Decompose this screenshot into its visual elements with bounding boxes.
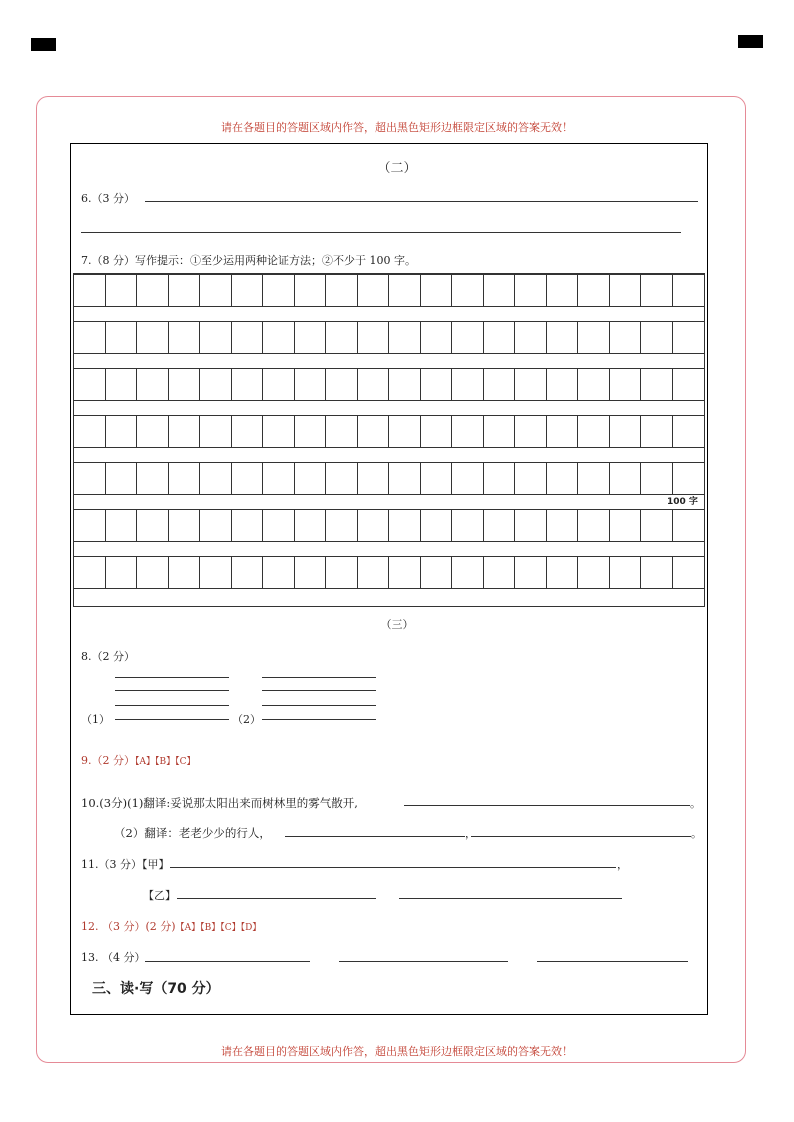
grid-cell[interactable] [641, 416, 673, 447]
grid-cell[interactable] [484, 416, 516, 447]
grid-cell[interactable] [74, 416, 106, 447]
grid-cell[interactable] [610, 510, 642, 541]
grid-cell[interactable] [169, 463, 201, 494]
grid-cell[interactable] [515, 322, 547, 353]
grid-cell[interactable] [610, 463, 642, 494]
grid-cell[interactable] [358, 557, 390, 588]
grid-cell[interactable] [547, 463, 579, 494]
grid-cell[interactable] [389, 275, 421, 306]
grid-cell[interactable] [673, 275, 705, 306]
q12-label [81, 918, 261, 934]
grid-cell[interactable] [137, 557, 169, 588]
grid-cell[interactable] [295, 322, 327, 353]
grid-cell[interactable] [673, 416, 705, 447]
grid-cell[interactable] [452, 463, 484, 494]
grid-cell[interactable] [484, 275, 516, 306]
grid-cell[interactable] [421, 463, 453, 494]
grid-cell[interactable] [200, 322, 232, 353]
grid-cell[interactable] [232, 557, 264, 588]
grid-cell[interactable] [169, 369, 201, 400]
q12-sub: (2 分) [145, 920, 176, 933]
grid-cell[interactable] [389, 416, 421, 447]
q11-jia-answer-line[interactable] [170, 867, 616, 868]
q6-answer-line-2[interactable] [81, 232, 681, 233]
grid-cell[interactable] [641, 322, 673, 353]
q8-2-line-d[interactable] [262, 719, 376, 720]
corner-marker-left [31, 38, 56, 51]
grid-cell[interactable] [421, 322, 453, 353]
grid-cell[interactable] [641, 275, 673, 306]
grid-cell[interactable] [326, 275, 358, 306]
grid-row [74, 462, 704, 495]
grid-cell[interactable] [200, 369, 232, 400]
q10-line2-label: （2）翻译：老老少少的行人， [114, 826, 271, 840]
grid-cell[interactable] [578, 369, 610, 400]
header-warning: 请在各题目的答题区域内作答，超出黑色矩形边框限定区域的答案无效！ [221, 121, 573, 134]
grid-row [74, 556, 704, 589]
grid-cell[interactable] [452, 557, 484, 588]
q8-1-line-b[interactable] [115, 690, 229, 691]
grid-cell[interactable] [295, 369, 327, 400]
grid-cell[interactable] [326, 463, 358, 494]
grid-cell[interactable] [106, 275, 138, 306]
section-two-title: （二） [377, 161, 417, 176]
q8-1-line-c[interactable] [115, 705, 229, 706]
grid-cell[interactable] [515, 557, 547, 588]
q13-answer-line-3[interactable] [537, 961, 688, 962]
grid-row [74, 368, 704, 401]
grid-cell[interactable] [515, 510, 547, 541]
grid-cell[interactable] [610, 557, 642, 588]
grid-cell[interactable] [106, 416, 138, 447]
grid-cell[interactable] [106, 510, 138, 541]
grid-cell[interactable] [326, 510, 358, 541]
grid-cell[interactable] [137, 416, 169, 447]
q9-options[interactable]: 【A】【B】【C】 [135, 757, 196, 767]
q9-score: 9.（2 分） [81, 754, 135, 767]
grid-cell[interactable] [263, 369, 295, 400]
grid-cell[interactable] [421, 416, 453, 447]
q8-2-line-c[interactable] [262, 705, 376, 706]
grid-cell[interactable] [421, 557, 453, 588]
grid-cell[interactable] [610, 322, 642, 353]
grid-cell[interactable] [263, 510, 295, 541]
grid-cell[interactable] [484, 322, 516, 353]
grid-cell[interactable] [326, 416, 358, 447]
grid-cell[interactable] [263, 275, 295, 306]
q10-line1-end: 。 [690, 797, 701, 810]
grid-cell[interactable] [169, 275, 201, 306]
grid-cell[interactable] [169, 510, 201, 541]
q6-label: 6.（3 分） [81, 192, 135, 205]
q8-part2-label: （2） [232, 713, 261, 726]
q10-2-answer-line-b[interactable] [471, 836, 691, 837]
section-three-title: （三） [380, 618, 414, 631]
grid-cell[interactable] [358, 416, 390, 447]
grid-cell[interactable] [295, 557, 327, 588]
grid-cell[interactable] [578, 416, 610, 447]
grid-cell[interactable] [137, 510, 169, 541]
q6-answer-line-1[interactable] [145, 201, 698, 202]
grid-cell[interactable] [263, 416, 295, 447]
grid-cell[interactable] [200, 510, 232, 541]
grid-cell[interactable] [452, 322, 484, 353]
grid-cell[interactable] [389, 463, 421, 494]
grid-cell[interactable] [106, 322, 138, 353]
grid-cell[interactable] [484, 557, 516, 588]
grid-cell[interactable] [326, 369, 358, 400]
q8-label: 8.（2 分） [81, 650, 135, 663]
q7-label: 7.（8 分）写作提示：①至少运用两种论证方法；②不少于 100 字。 [81, 254, 416, 267]
grid-cell[interactable] [452, 510, 484, 541]
grid-cell[interactable] [515, 463, 547, 494]
grid-cell[interactable] [200, 275, 232, 306]
grid-cell[interactable] [74, 557, 106, 588]
q11-comma: ， [617, 858, 628, 871]
grid-cell[interactable] [578, 463, 610, 494]
grid-cell[interactable] [389, 557, 421, 588]
q13-answer-line-1[interactable] [145, 961, 310, 962]
grid-cell[interactable] [578, 322, 610, 353]
grid-cell[interactable] [610, 369, 642, 400]
q10-2-answer-line-a[interactable] [285, 836, 465, 837]
grid-cell[interactable] [484, 510, 516, 541]
q12-score: 12. （3 分） [81, 920, 146, 933]
grid-cell[interactable] [295, 463, 327, 494]
grid-cell[interactable] [137, 275, 169, 306]
grid-cell[interactable] [421, 275, 453, 306]
q11-yi-answer-line-b[interactable] [399, 898, 622, 899]
grid-row [74, 274, 704, 307]
grid-cell[interactable] [673, 510, 705, 541]
grid-cell[interactable] [452, 275, 484, 306]
q11-label: 11.（3 分）【甲】 [81, 858, 170, 871]
grid-cell[interactable] [137, 369, 169, 400]
q13-label: 13. （4 分） [81, 951, 146, 964]
grid-cell[interactable] [232, 416, 264, 447]
grid-cell[interactable] [263, 557, 295, 588]
grid-cell[interactable] [200, 557, 232, 588]
grid-cell[interactable] [578, 557, 610, 588]
grid-cell[interactable] [106, 369, 138, 400]
grid-cell[interactable] [452, 369, 484, 400]
q11-yi-answer-line-a[interactable] [177, 898, 376, 899]
q8-1-line-d[interactable] [115, 719, 229, 720]
grid-cell[interactable] [74, 510, 106, 541]
grid-row [74, 321, 704, 354]
grid-cell[interactable] [358, 275, 390, 306]
grid-cell[interactable] [358, 463, 390, 494]
grid-cell[interactable] [389, 510, 421, 541]
grid-cell[interactable] [547, 322, 579, 353]
q7-100-char-marker: 100 字 [667, 497, 698, 507]
grid-cell[interactable] [358, 322, 390, 353]
grid-cell[interactable] [106, 557, 138, 588]
grid-cell[interactable] [547, 275, 579, 306]
grid-cell[interactable] [232, 369, 264, 400]
grid-cell[interactable] [137, 463, 169, 494]
grid-cell[interactable] [610, 275, 642, 306]
q10-line1-label: 10.(3分)(1)翻译:妥说那太阳出来而树林里的雾气散开, [81, 796, 358, 810]
grid-cell[interactable] [169, 557, 201, 588]
grid-cell[interactable] [232, 322, 264, 353]
grid-cell[interactable] [547, 510, 579, 541]
grid-cell[interactable] [484, 463, 516, 494]
grid-cell[interactable] [106, 463, 138, 494]
grid-cell[interactable] [673, 369, 705, 400]
corner-marker-right [738, 35, 763, 48]
q10-1-answer-line[interactable] [404, 805, 690, 806]
grid-cell[interactable] [389, 369, 421, 400]
q11-yi-label: 【乙】 [143, 889, 176, 902]
q8-2-line-b[interactable] [262, 690, 376, 691]
grid-cell[interactable] [74, 275, 106, 306]
grid-cell[interactable] [673, 463, 705, 494]
q10-line2-mid: ， [465, 827, 476, 840]
grid-cell[interactable] [169, 322, 201, 353]
grid-cell[interactable] [673, 557, 705, 588]
grid-cell[interactable] [74, 322, 106, 353]
grid-cell[interactable] [74, 369, 106, 400]
grid-cell[interactable] [641, 463, 673, 494]
grid-cell[interactable] [232, 275, 264, 306]
grid-cell[interactable] [673, 322, 705, 353]
grid-cell[interactable] [610, 416, 642, 447]
q10-line2-end: 。 [691, 827, 702, 840]
grid-cell[interactable] [641, 369, 673, 400]
grid-cell[interactable] [326, 557, 358, 588]
grid-cell[interactable] [421, 510, 453, 541]
part-three-title: 三、读·写（70 分） [92, 981, 220, 997]
q9-label [81, 752, 196, 768]
grid-cell[interactable] [232, 510, 264, 541]
grid-cell[interactable] [200, 463, 232, 494]
grid-cell[interactable] [74, 463, 106, 494]
footer-warning: 请在各题目的答题区域内作答，超出黑色矩形边框限定区域的答案无效！ [221, 1045, 573, 1058]
grid-cell[interactable] [232, 463, 264, 494]
grid-row [74, 509, 704, 542]
q12-options[interactable]: 【A】【B】【C】【D】 [175, 923, 262, 933]
grid-cell[interactable] [484, 369, 516, 400]
grid-cell[interactable] [169, 416, 201, 447]
grid-cell[interactable] [547, 369, 579, 400]
grid-cell[interactable] [547, 557, 579, 588]
grid-cell[interactable] [641, 557, 673, 588]
grid-cell[interactable] [358, 369, 390, 400]
grid-cell[interactable] [389, 322, 421, 353]
q7-writing-grid[interactable] [73, 273, 705, 607]
grid-cell[interactable] [641, 510, 673, 541]
grid-cell[interactable] [263, 322, 295, 353]
q8-1-line-a[interactable] [115, 677, 229, 678]
grid-cell[interactable] [200, 416, 232, 447]
grid-cell[interactable] [326, 322, 358, 353]
grid-cell[interactable] [263, 463, 295, 494]
grid-cell[interactable] [578, 510, 610, 541]
grid-cell[interactable] [452, 416, 484, 447]
grid-cell[interactable] [295, 416, 327, 447]
grid-cell[interactable] [515, 416, 547, 447]
grid-row [74, 415, 704, 448]
grid-cell[interactable] [295, 510, 327, 541]
q8-part1-label: （1） [81, 713, 110, 726]
grid-cell[interactable] [515, 369, 547, 400]
grid-cell[interactable] [137, 322, 169, 353]
grid-cell[interactable] [547, 416, 579, 447]
q8-2-line-a[interactable] [262, 677, 376, 678]
grid-cell[interactable] [421, 369, 453, 400]
grid-cell[interactable] [515, 275, 547, 306]
grid-cell[interactable] [578, 275, 610, 306]
grid-cell[interactable] [295, 275, 327, 306]
grid-cell[interactable] [358, 510, 390, 541]
q13-answer-line-2[interactable] [339, 961, 508, 962]
